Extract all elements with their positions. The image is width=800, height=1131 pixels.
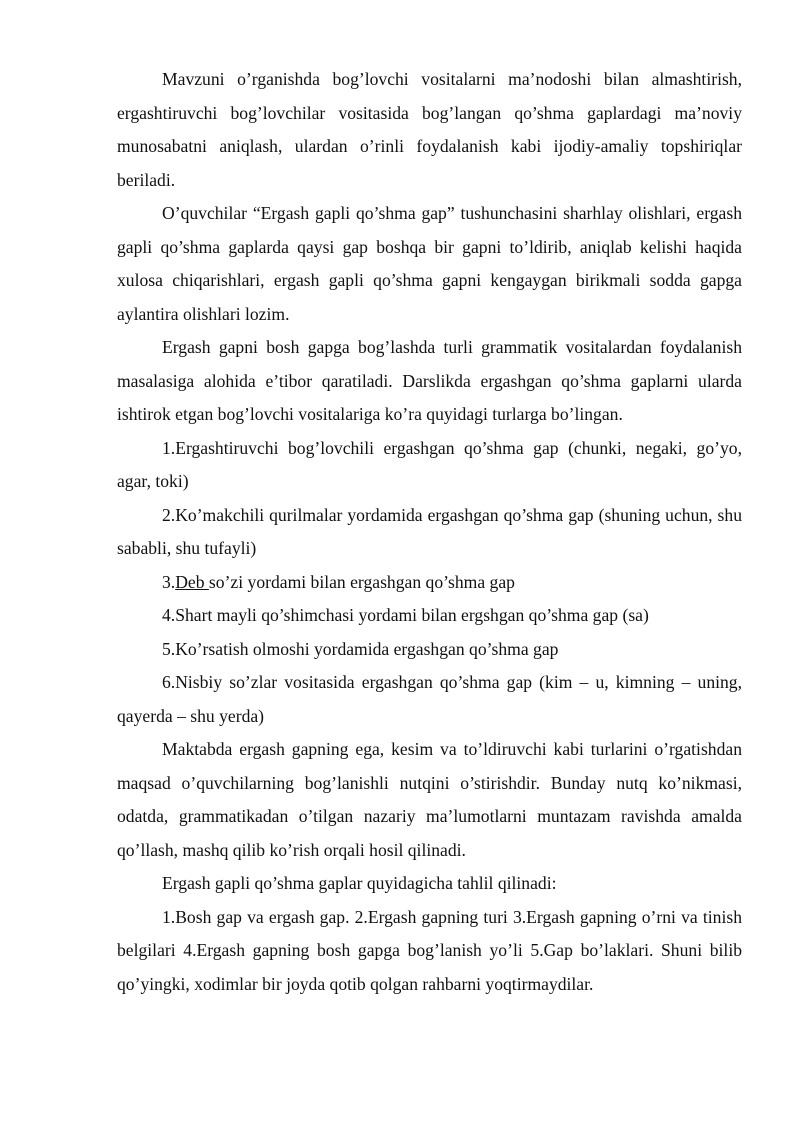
list-item [117, 566, 742, 600]
paragraph: O’quvchilar “Ergash gapli qo’shma gap” tushunchasini sharhlay olishlari, ergash gapli qo’shma gaplarda qaysi gap boshqa bir gapni to’ldirib, aniqlab kelishi haqida xulosa chiqarishlari, ergash gapli qo’shma gapni kengaygan birikmali sodda gapga aylantira olishlari lozim. [117, 203, 742, 324]
list-item: 4.Shart mayli qo’shimchasi yordami bilan ergshgan qo’shma gap (sa) [162, 605, 649, 625]
paragraph: Mavzuni o’rganishda bog’lovchi vositalarni ma’nodoshi bilan almashtirish, ergashtiruvchi bog’lovchilar vositasida bog’langan qo’shma gaplardagi ma’noviy munosabatni aniqlash, ulardan o’rinli foydalanish kabi ijodiy-amaliy topshiriqlar beriladi. [117, 69, 742, 190]
paragraph: Ergash gapli qo’shma gaplar quyidagicha tahlil qilinadi: [162, 873, 557, 893]
list-item-number: 3. [162, 571, 176, 592]
paragraph: 1.Bosh gap va ergash gap. 2.Ergash gapning turi 3.Ergash gapning o’rni va tinish belgilari 4.Ergash gapning bosh gapga bog’lanish yo’li 5.Gap bo’laklari. Shuni bilib qo’yingki, xodimlar bir joyda qotib qolgan rahbarni yoqtirmaydilar. [117, 906, 742, 994]
list-item: 5.Ko’rsatish olmoshi yordamida ergashgan qo’shma gap [162, 638, 559, 659]
list-item: 6.Nisbiy so’zlar vositasida ergashgan qo’shma gap (kim – u, kimning – uning, qayerda – shu yerda) [117, 672, 742, 726]
list-item: 1.Ergashtiruvchi bog’lovchili ergashgan qo’shma gap (chunki, negaki, go’yo, agar, toki) [117, 437, 742, 491]
paragraph: Ergash gapni bosh gapga bog’lashda turli grammatik vositalardan foydalanish masalasiga alohida e’tibor qaratiladi. Darslikda ergashgan qo’shma gaplarni ularda ishtirok etgan bog’lovchi vositalariga ko’ra quyidagi turlarga bo’lingan. [117, 337, 742, 424]
underlined-term: Deb [175, 571, 209, 592]
document-page [117, 63, 742, 1001]
list-item-text: so’zi yordami bilan ergashgan qo’shma gap [208, 571, 515, 592]
paragraph: Maktabda ergash gapning ega, kesim va to’ldiruvchi kabi turlarini o’rgatishdan maqsad o’quvchilarning bog’lanishli nutqini o’stirishdir. Bunday nutq ko’nikmasi, odatda, grammatikadan o’tilgan nazariy ma’lumotlarni muntazam ravishda amalda qo’llash, mashq qilib ko’rish orqali hosil qilinadi. [117, 739, 742, 860]
list-item: 2.Ko’makchili qurilmalar yordamida ergashgan qo’shma gap (shuning uchun, shu sababli, shu tufayli) [117, 504, 742, 558]
